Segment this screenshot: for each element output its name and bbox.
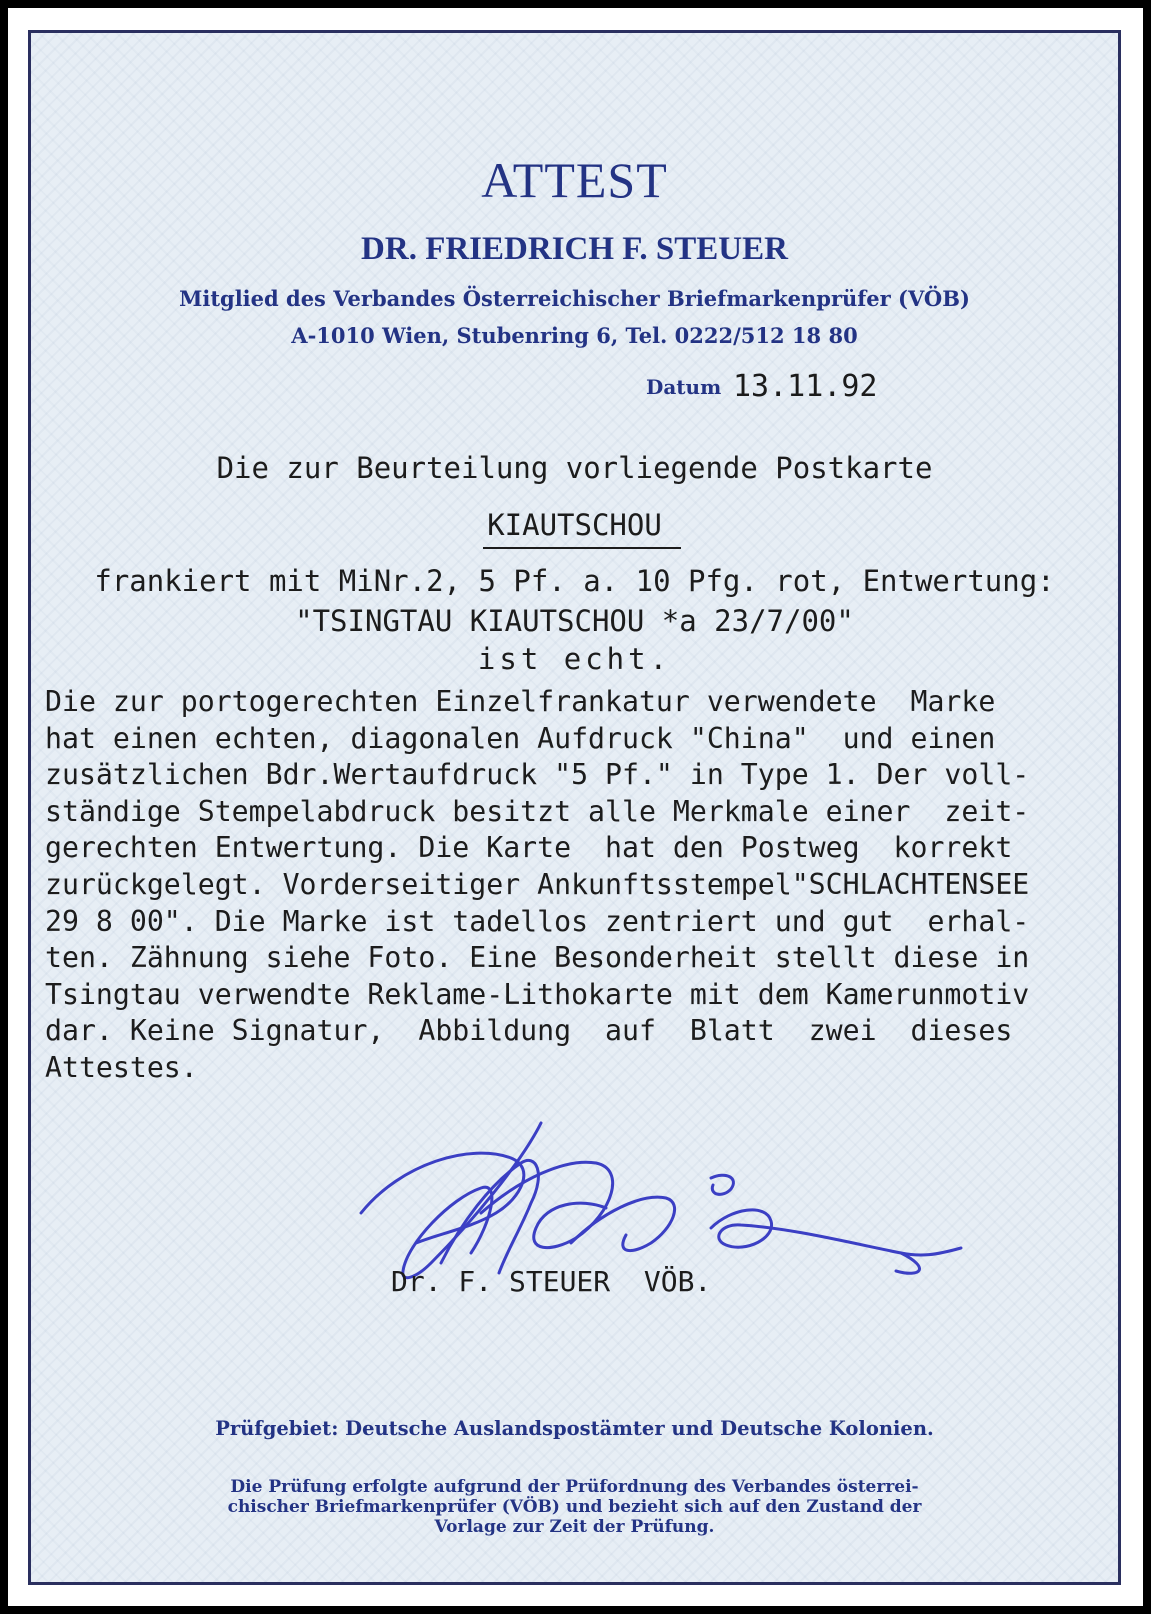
examination-area: Prüfgebiet: Deutsche Auslandspostämter und Deutsche Kolonien. — [215, 1417, 934, 1440]
body-line: zurückgelegt. Vorderseitiger Ankunftsstempel"SCHLACHTENSEE — [45, 867, 1030, 901]
date-value: 13.11.92 — [733, 369, 878, 404]
address-line: A-1010 Wien, Stubenring 6, Tel. 0222/512 18 80 — [291, 323, 858, 348]
cancellation-line: "TSINGTAU KIAUTSCHOU *a 23/7/00" — [295, 604, 854, 638]
signature-name: Dr. F. STEUER VÖB. — [391, 1265, 712, 1298]
footer-line: Vorlage zur Zeit der Prüfung. — [434, 1517, 715, 1537]
membership-line: Mitglied des Verbandes Österreichischer Briefmarkenprüfer (VÖB) — [179, 286, 970, 311]
body-line: zusätzlichen Bdr.Wertaufdruck "5 Pf." in Type 1. Der voll- — [45, 758, 1030, 792]
body-line: 29 8 00". Die Marke ist tadellos zentriert und gut erhal- — [45, 904, 1030, 938]
examiner-name: DR. FRIEDRICH F. STEUER — [361, 231, 788, 267]
body-line: dar. Keine Signatur, Abbildung auf Blatt zwei dieses — [45, 1014, 1013, 1048]
body-line: Attestes. — [45, 1050, 198, 1084]
certificate-paper — [28, 30, 1121, 1585]
body-line: gerechten Entwertung. Die Karte hat den Postweg korrekt — [45, 831, 1013, 865]
certificate-title: ATTEST — [481, 152, 668, 208]
verdict-line: ist echt. — [477, 642, 672, 676]
franking-line: frankiert mit MiNr.2, 5 Pf. a. 10 Pfg. rot, Entwertung: — [94, 564, 1055, 598]
body-line: Die zur portogerechten Einzelfrankatur verwendete Marke — [45, 685, 996, 718]
examination-rules-note — [31, 1477, 1118, 1537]
body-line: ten. Zähnung siehe Foto. Eine Besonderheit stellt diese in — [45, 941, 1030, 975]
body-line: ständige Stempelabdruck besitzt alle Merkmale einer zeit- — [45, 794, 1030, 828]
footer-line: chischer Briefmarkenprüfer (VÖB) und bezieht sich auf den Zustand der — [227, 1497, 922, 1517]
description-body — [45, 684, 1095, 1087]
body-line: hat einen echten, diagonalen Aufdruck "China" und einen — [45, 721, 996, 755]
intro-line: Die zur Beurteilung vorliegende Postkarte — [216, 451, 933, 485]
certificate-sheet — [8, 8, 1143, 1606]
place-line: KIAUTSCHOU — [487, 508, 662, 542]
date-label: Datum — [646, 375, 722, 399]
body-line: Tsingtau verwendte Reklame-Lithokarte mit dem Kamerunmotiv — [45, 977, 1030, 1011]
place-underline — [483, 547, 681, 549]
footer-line: Die Prüfung erfolgte aufgrund der Prüfordnung des Verbandes österrei- — [230, 1477, 919, 1497]
